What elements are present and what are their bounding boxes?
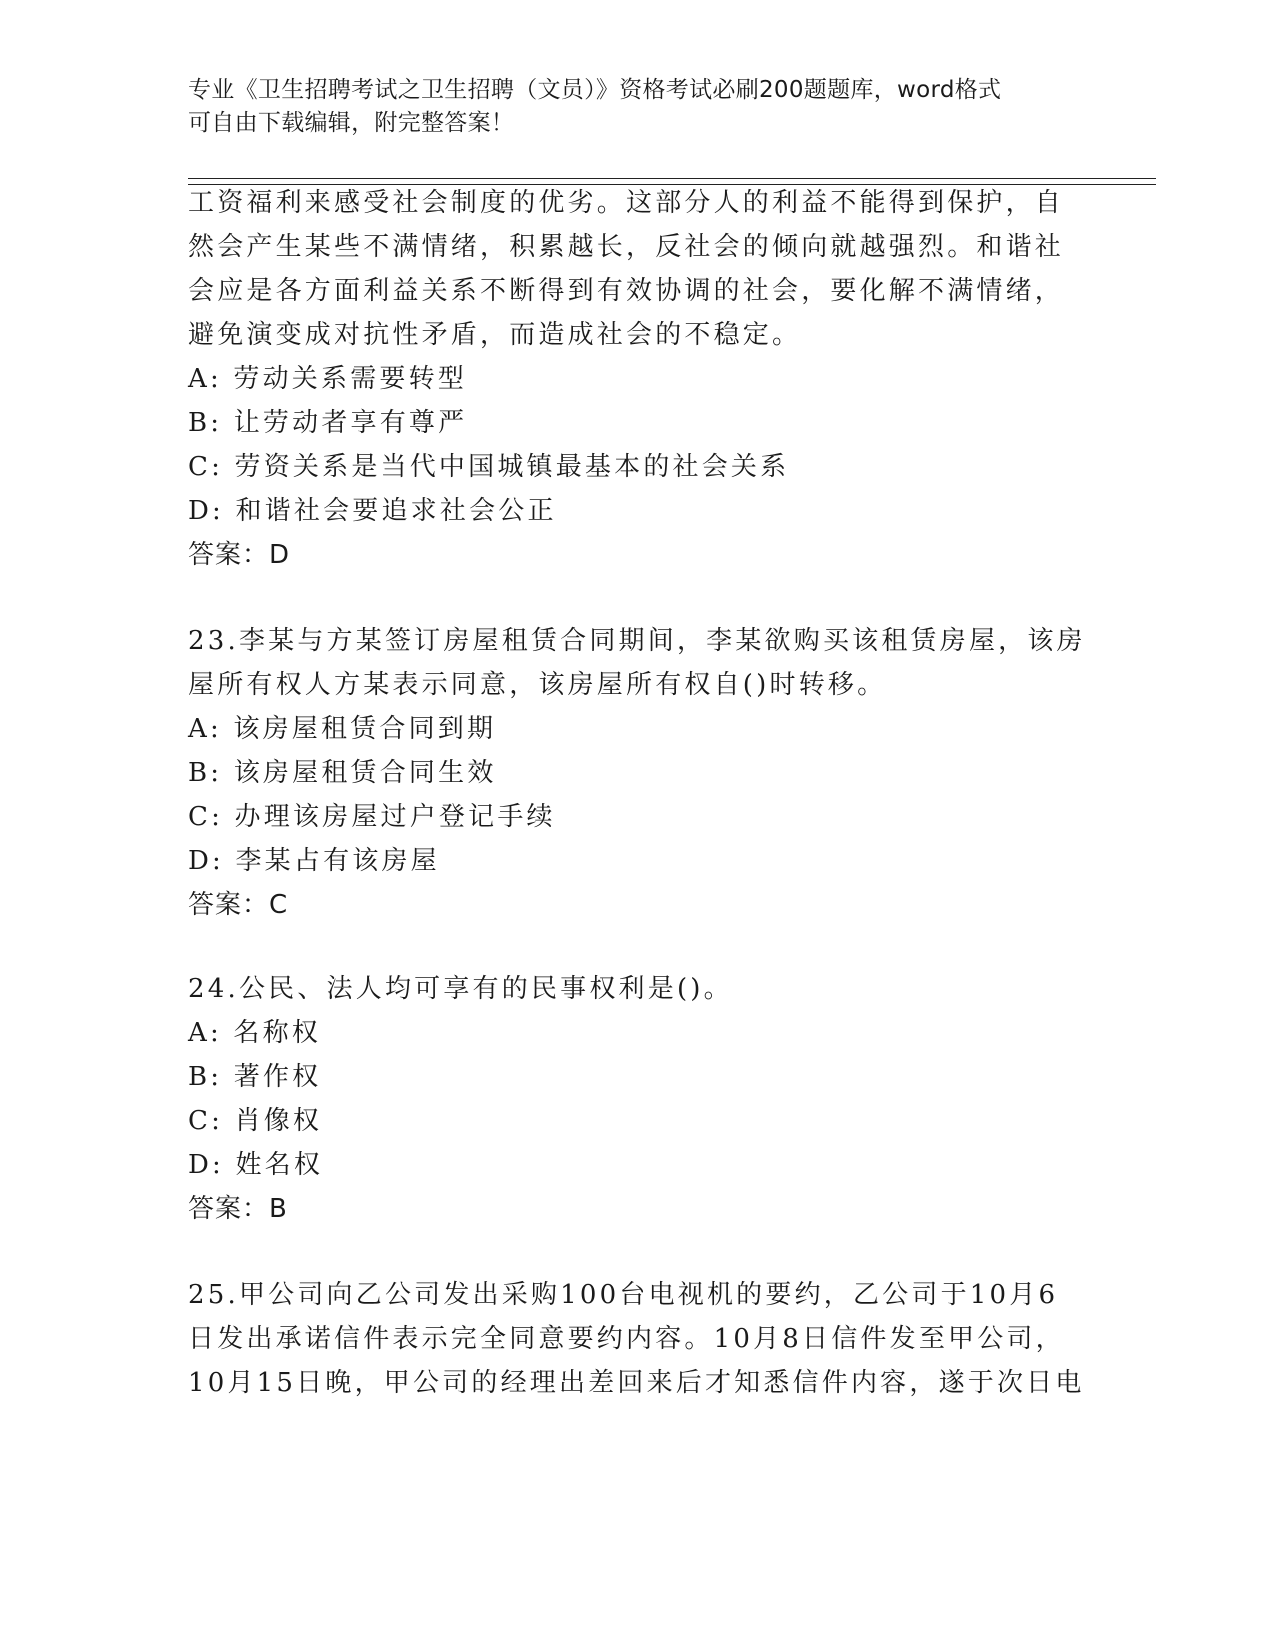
q23-text-line: 屋所有权人方某表示同意，该房屋所有权自()时转移。 [188, 670, 887, 700]
q24-text-line: 24.公民、法人均可享有的民事权利是()。 [188, 974, 733, 1004]
q22-option-c: C: 劳资关系是当代中国城镇最基本的社会关系 [188, 452, 790, 482]
q22-option-a: A: 劳动关系需要转型 [188, 364, 468, 394]
q22-answer: 答案：D [188, 540, 291, 570]
document-header [188, 74, 1088, 140]
q25-text-line: 10月15日晚，甲公司的经理出差回来后才知悉信件内容，遂于次日电 [188, 1368, 1085, 1398]
q24-option-a: A: 名称权 [188, 1018, 322, 1048]
header-line-2: 可自由下载编辑，附完整答案！ [188, 110, 515, 136]
q22-text-line: 会应是各方面利益关系不断得到有效协调的社会，要化解不满情绪， [188, 276, 1065, 306]
q22-option-b: B: 让劳动者享有尊严 [188, 408, 468, 438]
q23-answer: 答案：C [188, 890, 289, 920]
header-line-1: 专业《卫生招聘考试之卫生招聘（文员）》资格考试必刷200题题库，word格式 [188, 77, 1002, 103]
q23-option-a: A: 该房屋租赁合同到期 [188, 714, 497, 744]
q25-text-line: 25.甲公司向乙公司发出采购100台电视机的要约，乙公司于10月6 [188, 1280, 1059, 1310]
q23-text-line: 23.李某与方某签订房屋租赁合同期间，李某欲购买该租赁房屋，该房 [188, 626, 1086, 656]
q24-option-c: C: 肖像权 [188, 1106, 323, 1136]
q23-option-d: D: 李某占有该房屋 [188, 846, 440, 876]
q24-option-d: D: 姓名权 [188, 1150, 324, 1180]
q24-answer: 答案：B [188, 1194, 288, 1224]
q22-text-line: 工资福利来感受社会制度的优劣。这部分人的利益不能得到保护，自 [188, 188, 1065, 218]
q23-option-b: B: 该房屋租赁合同生效 [188, 758, 497, 788]
q22-text-line: 避免演变成对抗性矛盾，而造成社会的不稳定。 [188, 320, 802, 350]
q22-option-d: D: 和谐社会要追求社会公正 [188, 496, 557, 526]
q22-text-line: 然会产生某些不满情绪，积累越长，反社会的倾向就越强烈。和谐社 [188, 232, 1065, 262]
q23-option-c: C: 办理该房屋过户登记手续 [188, 802, 556, 832]
q25-text-line: 日发出承诺信件表示完全同意要约内容。10月8日信件发至甲公司， [188, 1324, 1065, 1354]
q24-option-b: B: 著作权 [188, 1062, 322, 1092]
header-rule-top [188, 178, 1156, 179]
header-rule-bottom [188, 184, 1156, 185]
